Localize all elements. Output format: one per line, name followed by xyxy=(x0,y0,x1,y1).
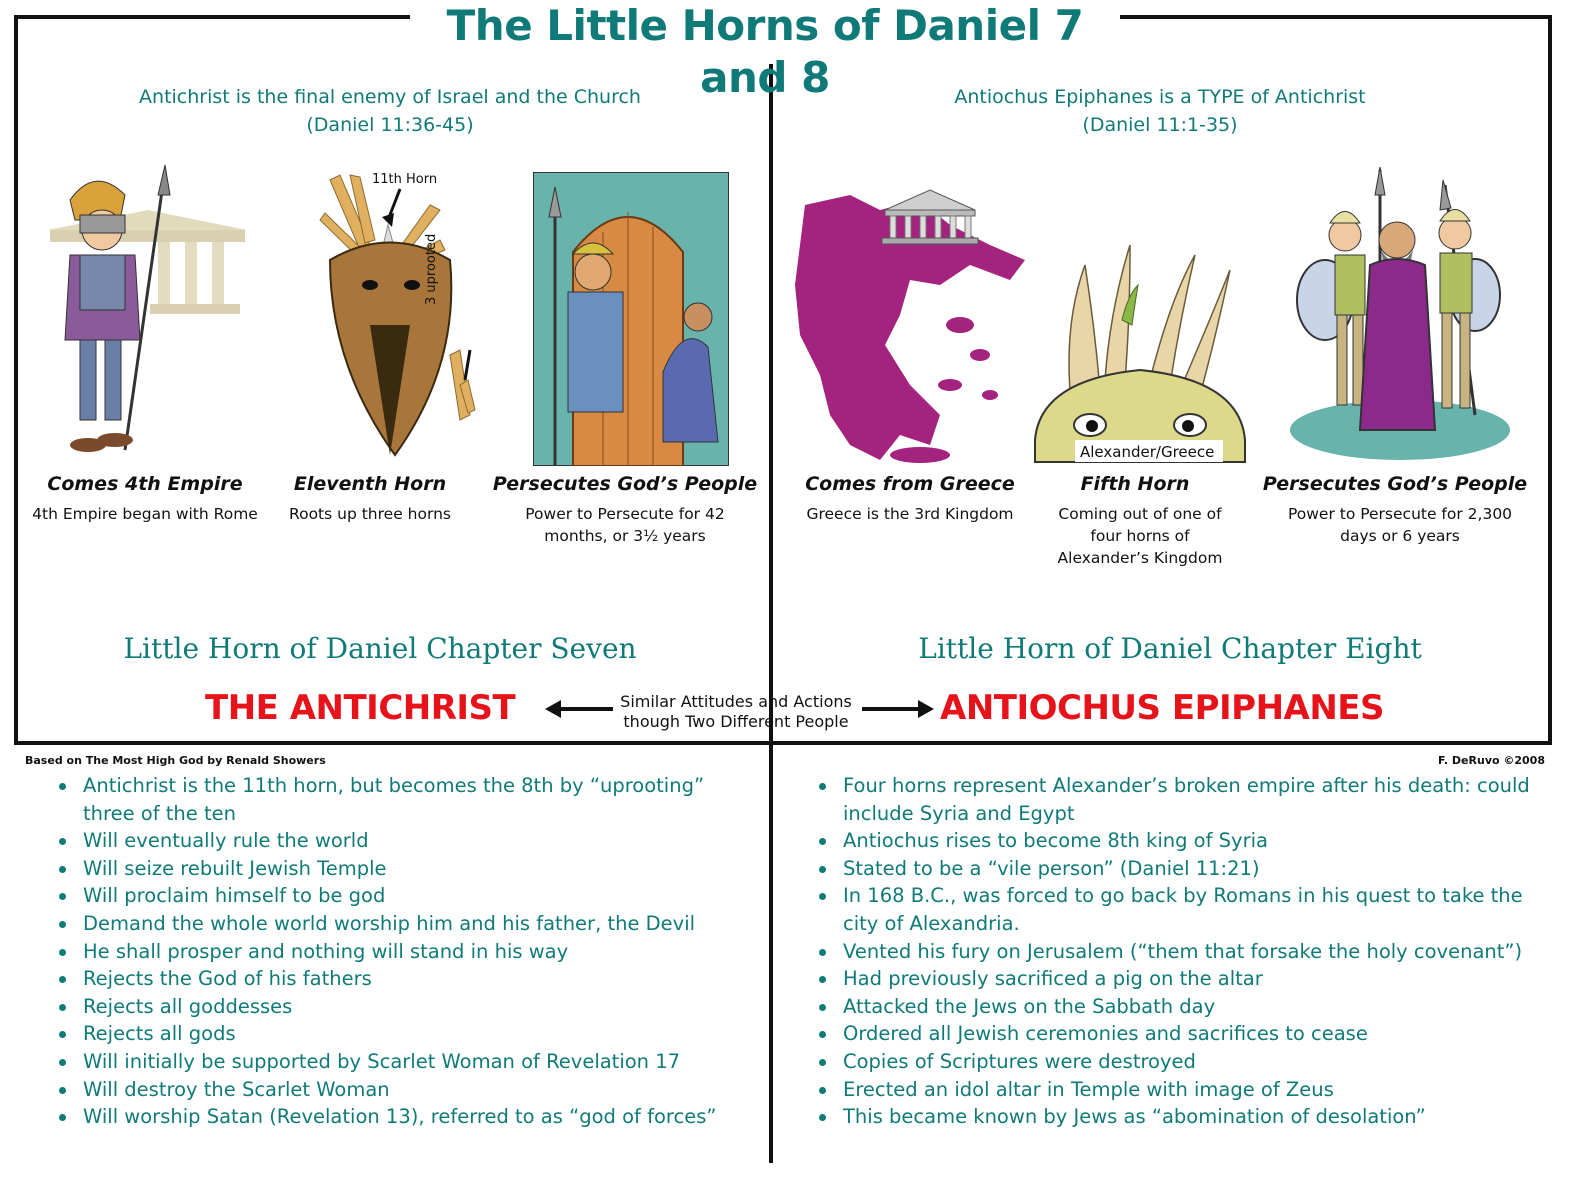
bullet-item: Demand the whole world worship him and his father, the Devil xyxy=(55,910,745,938)
caption-heading-6: Persecutes God’s People xyxy=(1262,473,1528,495)
right-subtitle-line2: (Daniel 11:1-35) xyxy=(1082,114,1238,136)
right-subtitle xyxy=(830,83,1490,139)
antiochus-bullet-list xyxy=(815,772,1550,1131)
antiochus-name: ANTIOCHUS EPIPHANES xyxy=(940,688,1385,728)
chapter-eight-title: Little Horn of Daniel Chapter Eight xyxy=(918,632,1422,665)
similar-text-line1: Similar Attitudes and Actions xyxy=(620,692,852,711)
caption-heading-5: Fifth Horn xyxy=(1080,473,1190,495)
bullet-item: Antiochus rises to become 8th king of Syria xyxy=(815,827,1550,855)
bullet-item: Ordered all Jewish ceremonies and sacrifices to cease xyxy=(815,1020,1550,1048)
similar-text-line2: though Two Different People xyxy=(623,712,849,731)
page-title: The Little Horns of Daniel 7 and 8 xyxy=(410,0,1120,50)
bullet-item: He shall prosper and nothing will stand in his way xyxy=(55,938,745,966)
eleventh-horn-label: 11th Horn xyxy=(372,172,438,187)
bullet-item: Will seize rebuilt Jewish Temple xyxy=(55,855,745,883)
bullet-item: Erected an idol altar in Temple with image of Zeus xyxy=(815,1076,1550,1104)
bullet-item: Rejects the God of his fathers xyxy=(55,965,745,993)
credit-right: F. DeRuvo ©2008 xyxy=(1438,754,1545,767)
right-arrow-icon xyxy=(860,698,935,720)
bullet-item: Antichrist is the 11th horn, but becomes the 8th by “uprooting” three of the ten xyxy=(55,772,745,827)
persecution-door-illustration xyxy=(533,172,729,466)
bullet-item: Will initially be supported by Scarlet Woman of Revelation 17 xyxy=(55,1048,745,1076)
bullet-item: Stated to be a “vile person” (Daniel 11:21) xyxy=(815,855,1550,883)
fifth-horn-goat-illustration xyxy=(1030,240,1250,465)
bullet-item: Vented his fury on Jerusalem (“them that forsake the holy covenant”) xyxy=(815,938,1550,966)
bullet-item: Rejects all gods xyxy=(55,1020,745,1048)
left-subtitle xyxy=(60,83,720,139)
roman-soldier-illustration xyxy=(40,160,250,465)
goat-label: Alexander/Greece xyxy=(1080,443,1215,461)
caption-text-6: Power to Persecute for 2,300 days or 6 years xyxy=(1287,505,1513,545)
left-subtitle-line2: (Daniel 11:36-45) xyxy=(306,114,474,136)
center-divider-bottom xyxy=(769,745,773,1163)
caption-heading-2: Eleventh Horn xyxy=(293,473,447,495)
greece-map-illustration xyxy=(790,185,1030,470)
antichrist-name: THE ANTICHRIST xyxy=(205,688,516,728)
bullet-item: Rejects all goddesses xyxy=(55,993,745,1021)
caption-text-2: Roots up three horns xyxy=(289,505,451,523)
bullet-item: Four horns represent Alexander’s broken empire after his death: could include Syria and Egypt xyxy=(815,772,1550,827)
caption-text-4: Greece is the 3rd Kingdom xyxy=(806,505,1014,523)
bullet-item: Had previously sacrificed a pig on the altar xyxy=(815,965,1550,993)
caption-heading-1: Comes 4th Empire xyxy=(47,473,243,495)
bullet-item: Will destroy the Scarlet Woman xyxy=(55,1076,745,1104)
bullet-item: This became known by Jews as “abomination of desolation” xyxy=(815,1103,1550,1131)
antichrist-bullet-list xyxy=(55,772,745,1131)
caption-text-1: 4th Empire began with Rome xyxy=(32,505,258,523)
uprooted-label: 3 uprooted xyxy=(424,233,439,305)
bullet-item: Will eventually rule the world xyxy=(55,827,745,855)
bullet-item: Copies of Scriptures were destroyed xyxy=(815,1048,1550,1076)
credit-left: Based on The Most High God by Renald Showers xyxy=(25,754,326,767)
bullet-item: Will proclaim himself to be god xyxy=(55,882,745,910)
caption-text-5: Coming out of one of four horns of Alexander’s Kingdom xyxy=(1057,505,1223,567)
antiochus-guards-illustration xyxy=(1285,165,1515,465)
bullet-item: In 168 B.C., was forced to go back by Romans in his quest to take the city of Alexandria. xyxy=(815,882,1550,937)
center-divider-top xyxy=(769,64,773,744)
eleventh-horn-beast-illustration xyxy=(300,165,480,465)
left-subtitle-line1: Antichrist is the final enemy of Israel and the Church xyxy=(139,86,641,108)
caption-text-3: Power to Persecute for 42 months, or 3½ years xyxy=(525,505,725,545)
caption-heading-3: Persecutes God’s People xyxy=(492,473,758,495)
chapter-seven-title: Little Horn of Daniel Chapter Seven xyxy=(123,632,637,665)
left-arrow-icon xyxy=(545,698,615,720)
bullet-item: Attacked the Jews on the Sabbath day xyxy=(815,993,1550,1021)
caption-heading-4: Comes from Greece xyxy=(805,473,1015,495)
bullet-item: Will worship Satan (Revelation 13), referred to as “god of forces” xyxy=(55,1103,745,1131)
right-subtitle-line1: Antiochus Epiphanes is a TYPE of Antichrist xyxy=(954,86,1366,108)
similar-text xyxy=(608,692,864,732)
